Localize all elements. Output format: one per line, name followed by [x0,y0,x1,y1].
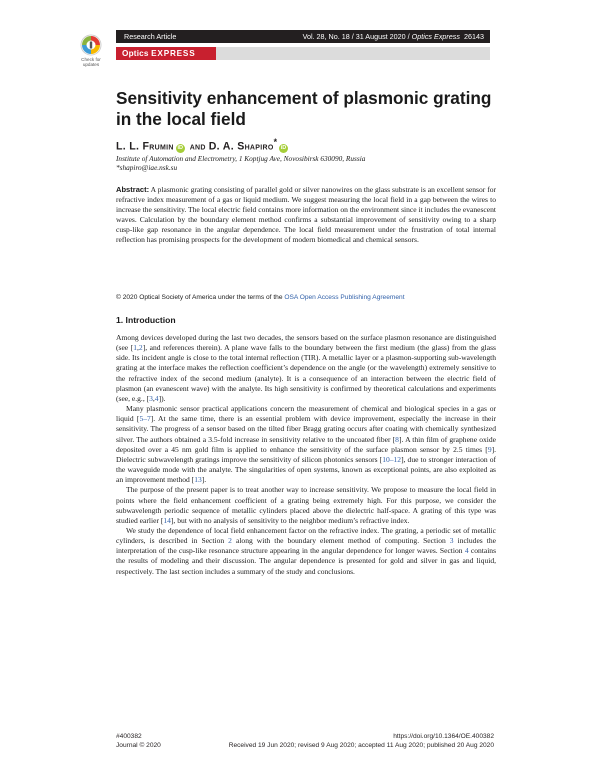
author-1: L. L. Frumin [116,140,174,153]
journal-logo: Optics EXPRESS [116,47,216,60]
page-number: 26143 [464,32,484,41]
journal-name: Optics Express [411,32,460,41]
publication-dates: Received 19 Jun 2020; revised 9 Aug 2020; accepted 11 Aug 2020; published 20 Aug 2020 [228,742,494,749]
author-conjunction: and [189,140,206,153]
abstract-text: A plasmonic grating consisting of parallel gold or silver nanowires on the glass substrate is an excellent sensor for refractive index measurement of a gas or liquid medium. We suggest measuring the local field in a gap between the wires to increase the sensitivity. The local electric field contains more information on the environment since it includes the evanescent waves. Calculation by the boundary element method confirms a substantial improvement of sensitivity owing to a sharp cusp-like gap resonance in the angular dependence. The local field measurement under the frustration of total internal reflection has promising prospects for the development of modern biomedical and chemical sensors. [116,185,496,245]
journal-header-bar [116,30,490,43]
orcid-icon[interactable]: iD [177,144,183,151]
introduction-body [116,333,496,577]
paragraph-3: The purpose of the present paper is to treat another way to increase sensitivity. We propose to measure the local field in points where the field enhancement coefficient of a grating being extremely high. For this purpose, we consider the subwavelength periodic sequence of metallic cylinders placed above the dielectric half-space. A grating of this type was studied earlier [14], but with no analysis of sensitivity to the neighbor medium’s refractive index. [116,485,496,525]
paragraph-2: Many plasmonic sensor practical applications concern the measurement of chemical and biological species in a gas or liquid [5–7]. At the same time, there is an essential problem with device improvement, especially the increase in their sensitivity. The progress of a sensor based on the tilted fiber Bragg grating occurs after coating with chemically synthesized silver. The authors obtained a 3.5-fold increase in sensitivity relative to the uncoated fiber [8]. A thin film of graphene oxide deposited over a 45 nm gold film is applied to enhance the sensitivity of the surface plasmon sensor by 2.5 times [9]. Dielectric subwavelength gratings improve the sensitivity of silicon photonics sensors [10–12], due to stronger interaction of the waveguide mode with the analyte. The singularities of open systems, known as exceptional points, are also exploited as an improvement method [13]. [116,404,496,485]
citation-link[interactable]: 3 [149,393,153,403]
orcid-icon[interactable]: iD [280,144,287,151]
journal-brand-bar [116,47,490,60]
citation-link[interactable]: 2 [138,343,143,353]
paragraph-1: Among devices developed during the last two decades, the sensors based on the surface plasmon resonance are distinguished (see [1,2], and references therein). A plane wave falls to the boundary between the first medium (the glass) from the glass side. Its incident angle is close to the total internal reflection (TIR). A metallic layer or a plasmon-supporting sub-wavelength grating at the interface makes the reflection coefficient’s dependence on the angle (or the wavelength) extremely sensitive to the refractive index of the second medium (analyte). It is a consequence of an interaction between the electric field of plasmon (an evanescent wave) with the analyte. Its high sensitivity is confirmed by theoretical calculations and experiments (see, e.g., [3,4]). [116,333,496,403]
author-2: D. A. Shapiro [208,140,274,153]
corresponding-email[interactable]: *shapiro@iae.nsk.su [116,163,178,172]
citation-link[interactable]: 1 [133,343,138,353]
citation-link[interactable]: 8 [395,434,399,444]
doi-link[interactable]: https://doi.org/10.1364/OE.400382 [393,733,494,740]
section-link[interactable]: 4 [464,546,469,556]
page-footer [116,732,494,750]
volume-info: Vol. 28, No. 18 / 31 August 2020 / Optics Express 26143 [302,32,484,41]
crossmark-text: Check for updates [81,57,101,67]
article-id: #400382 [116,733,142,740]
institute-address: Institute of Automation and Electrometry, 1 Koptjug Ave, Novosibirsk 630090, Russia [116,154,366,163]
citation-link[interactable]: 4 [154,393,159,403]
section-heading-introduction: 1. Introduction [116,315,176,325]
citation-link[interactable]: 10–12 [382,454,402,464]
abstract-label: Abstract: [116,185,150,194]
corresponding-mark: * [273,137,278,147]
section-link[interactable]: 2 [228,536,232,546]
citation-link[interactable]: 5–7 [139,414,151,424]
affiliation [116,154,496,172]
citation-link[interactable]: 9 [487,444,492,454]
paragraph-4: We study the dependence of local field enhancement factor on the refractive index. The grating, a periodic set of metallic cylinders, is described in Section 2 along with the boundary element method of computing. Section 3 includes the interpretation of the cusp-like resonance structure appearing in the angular dependence for longer waves. Section 4 contains the results of modeling and their discussion. The angular dependence is presented for gold and silver in gas and liquid, respectively. The last section includes a summary of the study and conclusions. [116,525,497,576]
section-link[interactable]: 3 [449,536,454,546]
copyright-line: © 2020 Optical Society of America under the terms of the OSA Open Access Publishing Agreement [116,294,405,301]
citation-link[interactable]: 14 [163,515,171,525]
crossmark-icon [80,34,102,56]
citation-link[interactable]: 13 [194,475,202,485]
article-type: Research Article [124,32,177,41]
brand-bar-fill [216,47,490,60]
author-list [116,137,496,153]
abstract [116,185,496,246]
paper-title: Sensitivity enhancement of plasmonic grating in the local field [116,88,492,129]
open-access-link[interactable]: OSA Open Access Publishing Agreement [284,294,405,301]
journal-copyright: Journal © 2020 [116,742,161,749]
crossmark-badge[interactable] [77,34,105,67]
